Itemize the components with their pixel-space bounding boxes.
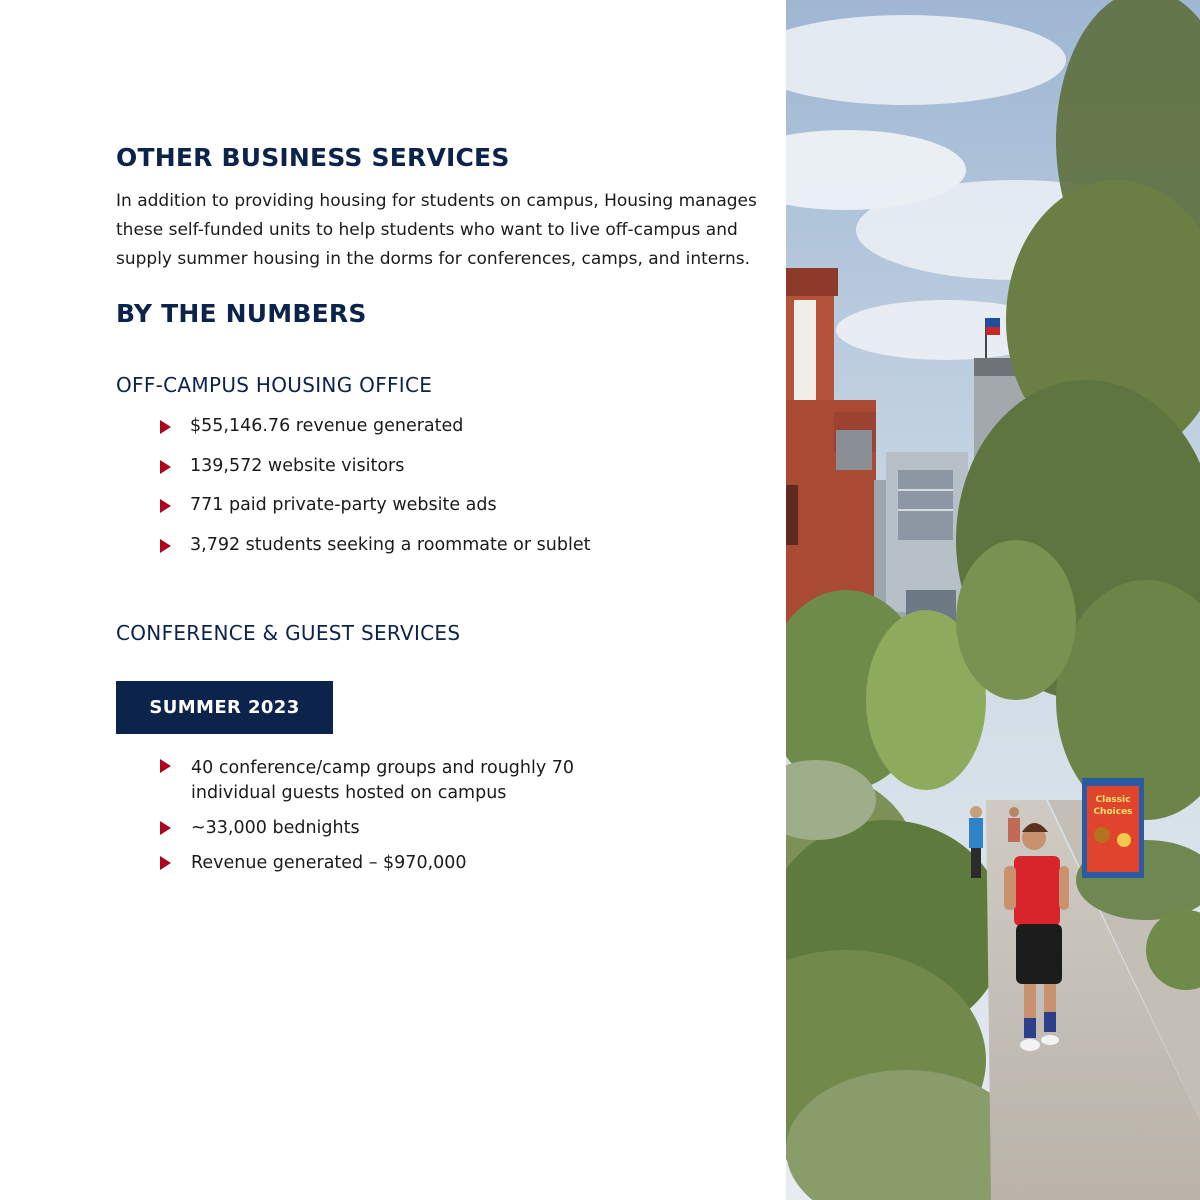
triangle-bullet-icon bbox=[160, 856, 171, 870]
triangle-bullet-icon bbox=[160, 759, 171, 773]
list-item-text: 139,572 website visitors bbox=[190, 456, 405, 476]
triangle-bullet-icon bbox=[160, 821, 171, 835]
list-item-text: Revenue generated – $970,000 bbox=[191, 853, 467, 873]
advertising-sign bbox=[1082, 778, 1144, 878]
campus-photo bbox=[786, 0, 1200, 1200]
triangle-bullet-icon bbox=[160, 539, 171, 553]
list-item-text: 3,792 students seeking a roommate or sublet bbox=[190, 535, 591, 555]
section-heading-by-the-numbers: BY THE NUMBERS bbox=[116, 299, 367, 328]
sign-text: Classic bbox=[1095, 795, 1131, 805]
summer-badge bbox=[116, 681, 333, 734]
triangle-bullet-icon bbox=[160, 460, 171, 474]
svg-text:Choices: Choices bbox=[1093, 807, 1133, 817]
list-item-text: 771 paid private-party website ads bbox=[190, 495, 497, 515]
list-item-text: ~33,000 bednights bbox=[191, 818, 360, 838]
subheading-off-campus: OFF-CAMPUS HOUSING OFFICE bbox=[116, 373, 433, 397]
section-heading-other-services: OTHER BUSINESS SERVICES bbox=[116, 143, 510, 172]
summer-badge-label: SUMMER 2023 bbox=[149, 697, 300, 718]
campus-walkway-image bbox=[786, 0, 1200, 1200]
subheading-conference: CONFERENCE & GUEST SERVICES bbox=[116, 621, 461, 645]
triangle-bullet-icon bbox=[160, 499, 171, 513]
triangle-bullet-icon bbox=[160, 420, 171, 434]
intro-paragraph: In addition to providing housing for students on campus, Housing manages these self-funded units to help students who want to live off-campus and supply summer housing in the dorms for conferences, camps, and interns. bbox=[116, 191, 757, 269]
list-item-text: $55,146.76 revenue generated bbox=[190, 416, 464, 436]
list-item-text: 40 conference/camp groups and roughly 70 individual guests hosted on campus bbox=[191, 758, 575, 803]
